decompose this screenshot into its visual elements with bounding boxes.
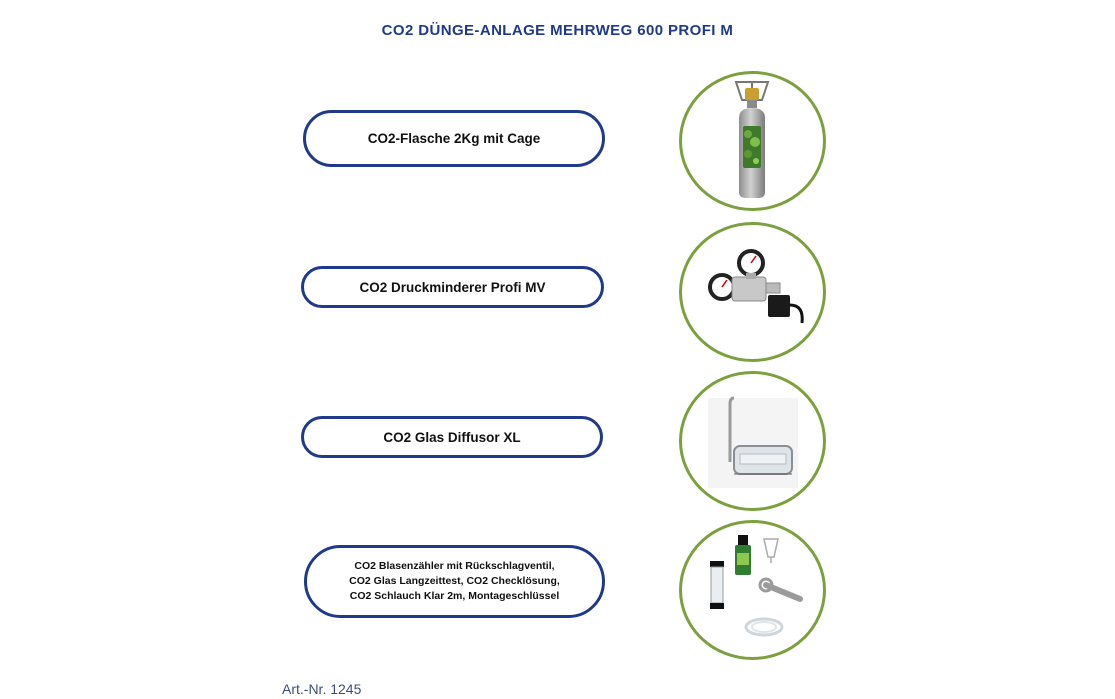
item-label-line: CO2 Glas Langzeittest, CO2 Checklösung, [349,575,560,587]
item-label-line: CO2 Schlauch Klar 2m, Montageschlüssel [349,590,560,602]
item-label-line: CO2 Druckminderer Profi MV [359,279,546,295]
item-label-accessories [304,545,605,618]
item-label-line: CO2-Flasche 2Kg mit Cage [367,131,541,146]
item-label-glass-diffuser [301,416,603,458]
item-label-line: CO2 Blasenzähler mit Rückschlagventil, [354,560,555,572]
co2-bottle-icon [682,74,823,208]
product-image-pressure-regulator [679,222,826,362]
article-number: Art.-Nr. 1245 [282,681,362,697]
product-image-accessories [679,520,826,660]
pressure-regulator-icon [682,225,823,359]
product-image-co2-bottle [679,71,826,211]
item-label-pressure-regulator [301,266,604,308]
product-image-glass-diffuser [679,371,826,511]
item-label-line: CO2 Glas Diffusor XL [383,429,521,445]
item-label-co2-bottle [303,110,605,167]
glass-diffuser-icon [682,374,823,508]
page-title: CO2 DÜNGE-ANLAGE MEHRWEG 600 PROFI M [381,22,734,39]
accessories-icon [682,523,823,657]
